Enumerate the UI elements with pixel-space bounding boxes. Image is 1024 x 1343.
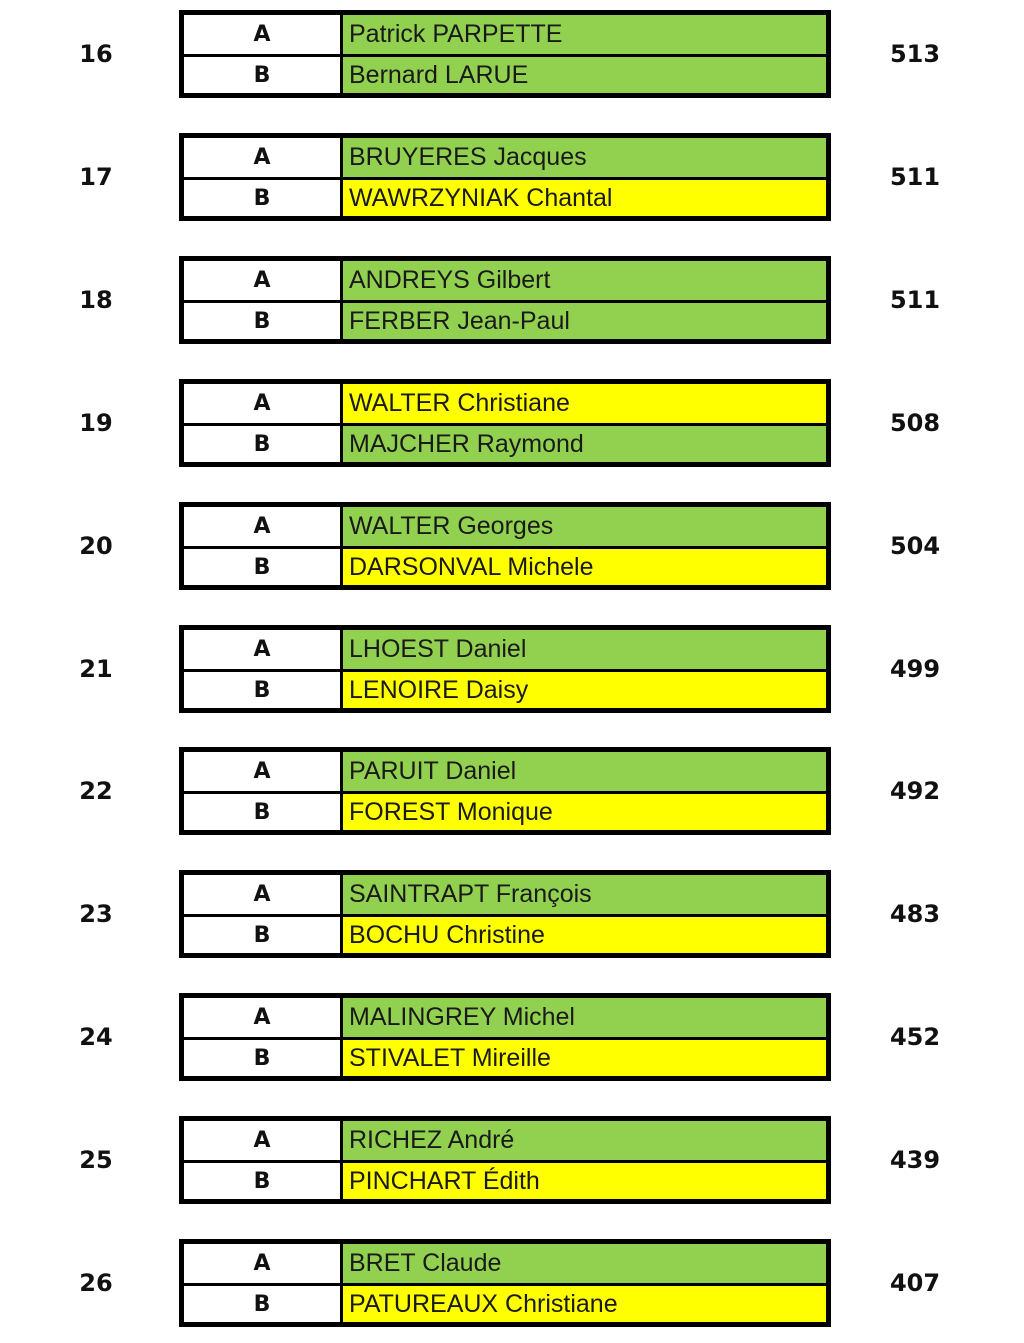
- seat-label: B: [184, 180, 343, 216]
- seat-label: A: [184, 630, 343, 669]
- seat-label: A: [184, 138, 343, 177]
- pair-block: [0, 502, 1024, 590]
- pair-score: 492: [889, 777, 941, 805]
- player-name: MAJCHER Raymond: [343, 426, 826, 462]
- player-name: BRET Claude: [343, 1244, 826, 1283]
- pair-table: [179, 10, 831, 98]
- player-row: [184, 1037, 826, 1076]
- player-row: [184, 1160, 826, 1199]
- player-name: Patrick PARPETTE: [343, 15, 826, 54]
- player-row: [184, 138, 826, 177]
- seat-label: A: [184, 1244, 343, 1283]
- player-name: BOCHU Christine: [343, 917, 826, 953]
- pair-score: 511: [889, 286, 941, 314]
- player-row: [184, 791, 826, 830]
- pair-rank: 24: [79, 1023, 113, 1051]
- seat-label: B: [184, 917, 343, 953]
- player-name: PATUREAUX Christiane: [343, 1286, 826, 1322]
- player-name: DARSONVAL Michele: [343, 549, 826, 585]
- seat-label: B: [184, 1040, 343, 1076]
- player-row: [184, 630, 826, 669]
- player-row: [184, 1244, 826, 1283]
- player-name: STIVALET Mireille: [343, 1040, 826, 1076]
- seat-label: B: [184, 1163, 343, 1199]
- pair-block: [0, 379, 1024, 467]
- player-row: [184, 546, 826, 585]
- seat-label: A: [184, 1121, 343, 1160]
- pair-rank: 18: [79, 286, 113, 314]
- player-name: LENOIRE Daisy: [343, 672, 826, 708]
- pair-score: 504: [889, 532, 941, 560]
- player-row: [184, 261, 826, 300]
- player-row: [184, 914, 826, 953]
- player-name: WAWRZYNIAK Chantal: [343, 180, 826, 216]
- seat-label: B: [184, 57, 343, 93]
- pair-rank: 21: [79, 655, 113, 683]
- seat-label: A: [184, 15, 343, 54]
- pair-score: 483: [889, 900, 941, 928]
- seat-label: A: [184, 261, 343, 300]
- pair-rank: 17: [79, 163, 113, 191]
- player-name: RICHEZ André: [343, 1121, 826, 1160]
- seat-label: B: [184, 303, 343, 339]
- pair-rank: 19: [79, 409, 113, 437]
- pair-block: [0, 747, 1024, 835]
- pair-table: [179, 502, 831, 590]
- pair-block: [0, 1239, 1024, 1327]
- pair-score: 513: [889, 40, 941, 68]
- player-row: [184, 15, 826, 54]
- pair-score: 439: [889, 1146, 941, 1174]
- player-row: [184, 875, 826, 914]
- pair-score: 407: [889, 1269, 941, 1297]
- seat-label: B: [184, 672, 343, 708]
- player-name: BRUYERES Jacques: [343, 138, 826, 177]
- seat-label: A: [184, 507, 343, 546]
- player-row: [184, 300, 826, 339]
- player-name: FERBER Jean-Paul: [343, 303, 826, 339]
- pair-block: [0, 625, 1024, 713]
- pair-block: [0, 870, 1024, 958]
- pair-rank: 25: [79, 1146, 113, 1174]
- player-name: ANDREYS Gilbert: [343, 261, 826, 300]
- pair-table: [179, 1116, 831, 1204]
- pair-rank: 20: [79, 532, 113, 560]
- pair-block: [0, 1116, 1024, 1204]
- player-row: [184, 752, 826, 791]
- pair-score: 499: [889, 655, 941, 683]
- player-name: WALTER Georges: [343, 507, 826, 546]
- seat-label: B: [184, 426, 343, 462]
- pair-block: [0, 993, 1024, 1081]
- pair-table: [179, 256, 831, 344]
- player-row: [184, 177, 826, 216]
- pair-rank: 26: [79, 1269, 113, 1297]
- player-name: PARUIT Daniel: [343, 752, 826, 791]
- seat-label: A: [184, 752, 343, 791]
- seat-label: B: [184, 794, 343, 830]
- player-row: [184, 998, 826, 1037]
- player-row: [184, 54, 826, 93]
- player-name: MALINGREY Michel: [343, 998, 826, 1037]
- player-row: [184, 384, 826, 423]
- pair-rank: 22: [79, 777, 113, 805]
- pair-rank: 23: [79, 900, 113, 928]
- pair-block: [0, 10, 1024, 98]
- player-name: LHOEST Daniel: [343, 630, 826, 669]
- pair-score: 508: [889, 409, 941, 437]
- pair-score: 511: [889, 163, 941, 191]
- player-row: [184, 1283, 826, 1322]
- seat-label: A: [184, 998, 343, 1037]
- pair-table: [179, 625, 831, 713]
- pair-table: [179, 1239, 831, 1327]
- player-name: Bernard LARUE: [343, 57, 826, 93]
- pair-table: [179, 993, 831, 1081]
- pair-rank: 16: [79, 40, 113, 68]
- pair-block: [0, 256, 1024, 344]
- seat-label: B: [184, 1286, 343, 1322]
- player-name: FOREST Monique: [343, 794, 826, 830]
- pair-score: 452: [889, 1023, 941, 1051]
- player-name: PINCHART Édith: [343, 1163, 826, 1199]
- pair-table: [179, 870, 831, 958]
- pair-table: [179, 133, 831, 221]
- pair-block: [0, 133, 1024, 221]
- seat-label: B: [184, 549, 343, 585]
- player-name: WALTER Christiane: [343, 384, 826, 423]
- player-row: [184, 423, 826, 462]
- seat-label: A: [184, 875, 343, 914]
- player-row: [184, 669, 826, 708]
- pair-table: [179, 747, 831, 835]
- player-name: SAINTRAPT François: [343, 875, 826, 914]
- seat-label: A: [184, 384, 343, 423]
- player-row: [184, 1121, 826, 1160]
- pair-table: [179, 379, 831, 467]
- player-row: [184, 507, 826, 546]
